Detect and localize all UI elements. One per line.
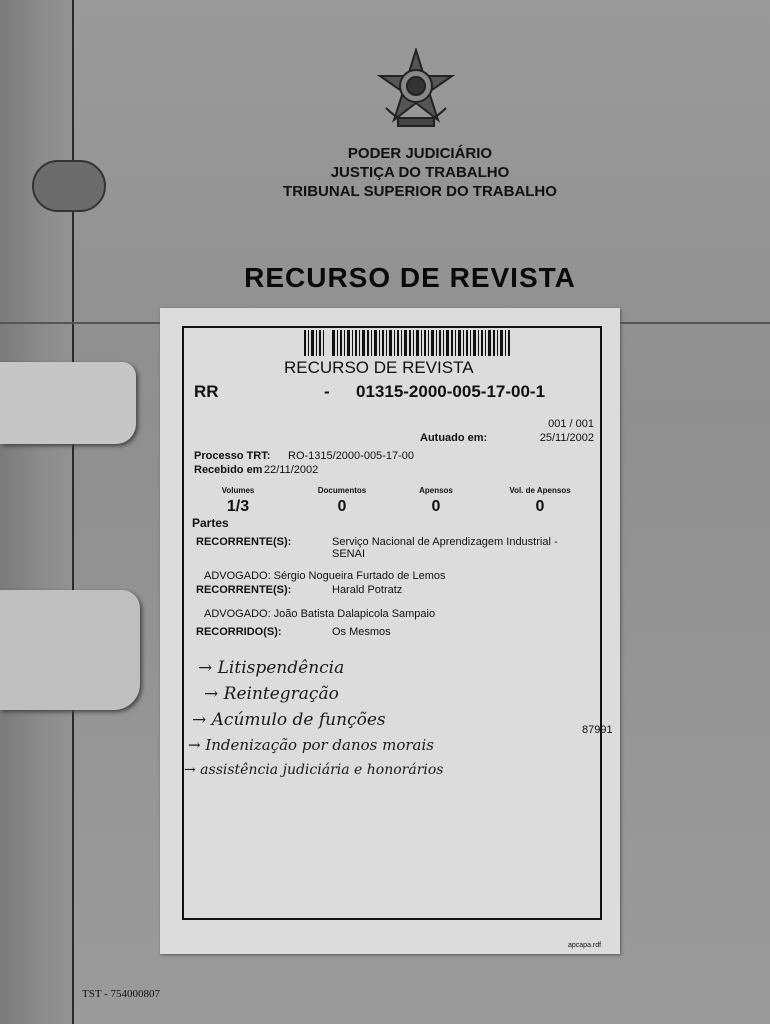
recorrente1-label: RECORRENTE(S): <box>196 536 292 548</box>
process-number: 01315-2000-005-17-00-1 <box>356 382 546 401</box>
court-header <box>200 144 640 201</box>
label-frame <box>182 326 613 949</box>
label-footer: apcapa.rdf <box>568 942 602 949</box>
cover-title: RECURSO DE REVISTA <box>244 262 576 293</box>
recorrente1-value: Serviço Nacional de Aprendizagem Industrial - SENAI <box>332 536 558 560</box>
handwritten-note-4: → Indenização por danos morais <box>188 736 434 754</box>
recorrido-label: RECORRIDO(S): <box>196 626 282 638</box>
apensos-label: Apensos <box>419 486 453 495</box>
handwritten-note-5: → assistência judiciária e honorários <box>184 762 444 778</box>
page-count: 001 / 001 <box>548 418 594 430</box>
folder-fold-line <box>72 0 74 1024</box>
vol-apensos-value: 0 <box>535 498 545 515</box>
recebido-label: Recebido em <box>194 464 263 476</box>
paper-tab-upper <box>0 362 136 444</box>
recorrido-value: Os Mesmos <box>332 626 391 638</box>
coat-of-arms-icon <box>376 48 456 132</box>
clip-hole <box>32 160 106 212</box>
paper-tab-lower <box>0 590 140 710</box>
apensos-value: 0 <box>431 498 441 515</box>
folder-binding <box>0 0 72 1024</box>
processo-trt-label: Processo TRT: <box>194 450 271 462</box>
autuado-date: 25/11/2002 <box>539 432 594 444</box>
volumes-label: Volumes <box>221 486 255 495</box>
header-line-2: JUSTIÇA DO TRABALHO <box>330 164 510 181</box>
advogado2: ADVOGADO: João Batista Dalapicola Sampaio <box>204 608 436 620</box>
documentos-value: 0 <box>337 498 347 515</box>
case-label <box>160 308 620 954</box>
label-title: RECURSO DE REVISTA <box>284 358 474 377</box>
handwritten-note-1: → Litispendência <box>198 658 345 678</box>
advogado1: ADVOGADO: Sérgio Nogueira Furtado de Lemos <box>204 570 446 582</box>
handwritten-note-2: → Reintegração <box>204 684 339 704</box>
volumes-value: 1/3 <box>226 498 250 515</box>
recebido-value: 22/11/2002 <box>264 464 319 476</box>
handwritten-note-3: → Acúmulo de funções <box>192 710 386 730</box>
recorrente2-label: RECORRENTE(S): <box>196 584 292 596</box>
header-line-1: PODER JUDICIÁRIO <box>347 145 493 162</box>
recorrente2-value: Harald Potratz <box>332 584 403 596</box>
processo-trt-value: RO-1315/2000-005-17-00 <box>288 450 414 462</box>
barcode-icon <box>304 330 512 356</box>
partes-label: Partes <box>192 516 229 530</box>
vol-apensos-label: Vol. de Apensos <box>509 486 571 495</box>
side-number: 87991 <box>582 724 613 736</box>
header-line-3: TRIBUNAL SUPERIOR DO TRABALHO <box>283 183 557 200</box>
tst-stamp: TST - 754000807 <box>82 988 161 1000</box>
autuado-label: Autuado em: <box>420 432 488 444</box>
class-code: RR <box>194 382 219 401</box>
class-dash: - <box>324 382 330 401</box>
documentos-label: Documentos <box>317 486 367 495</box>
